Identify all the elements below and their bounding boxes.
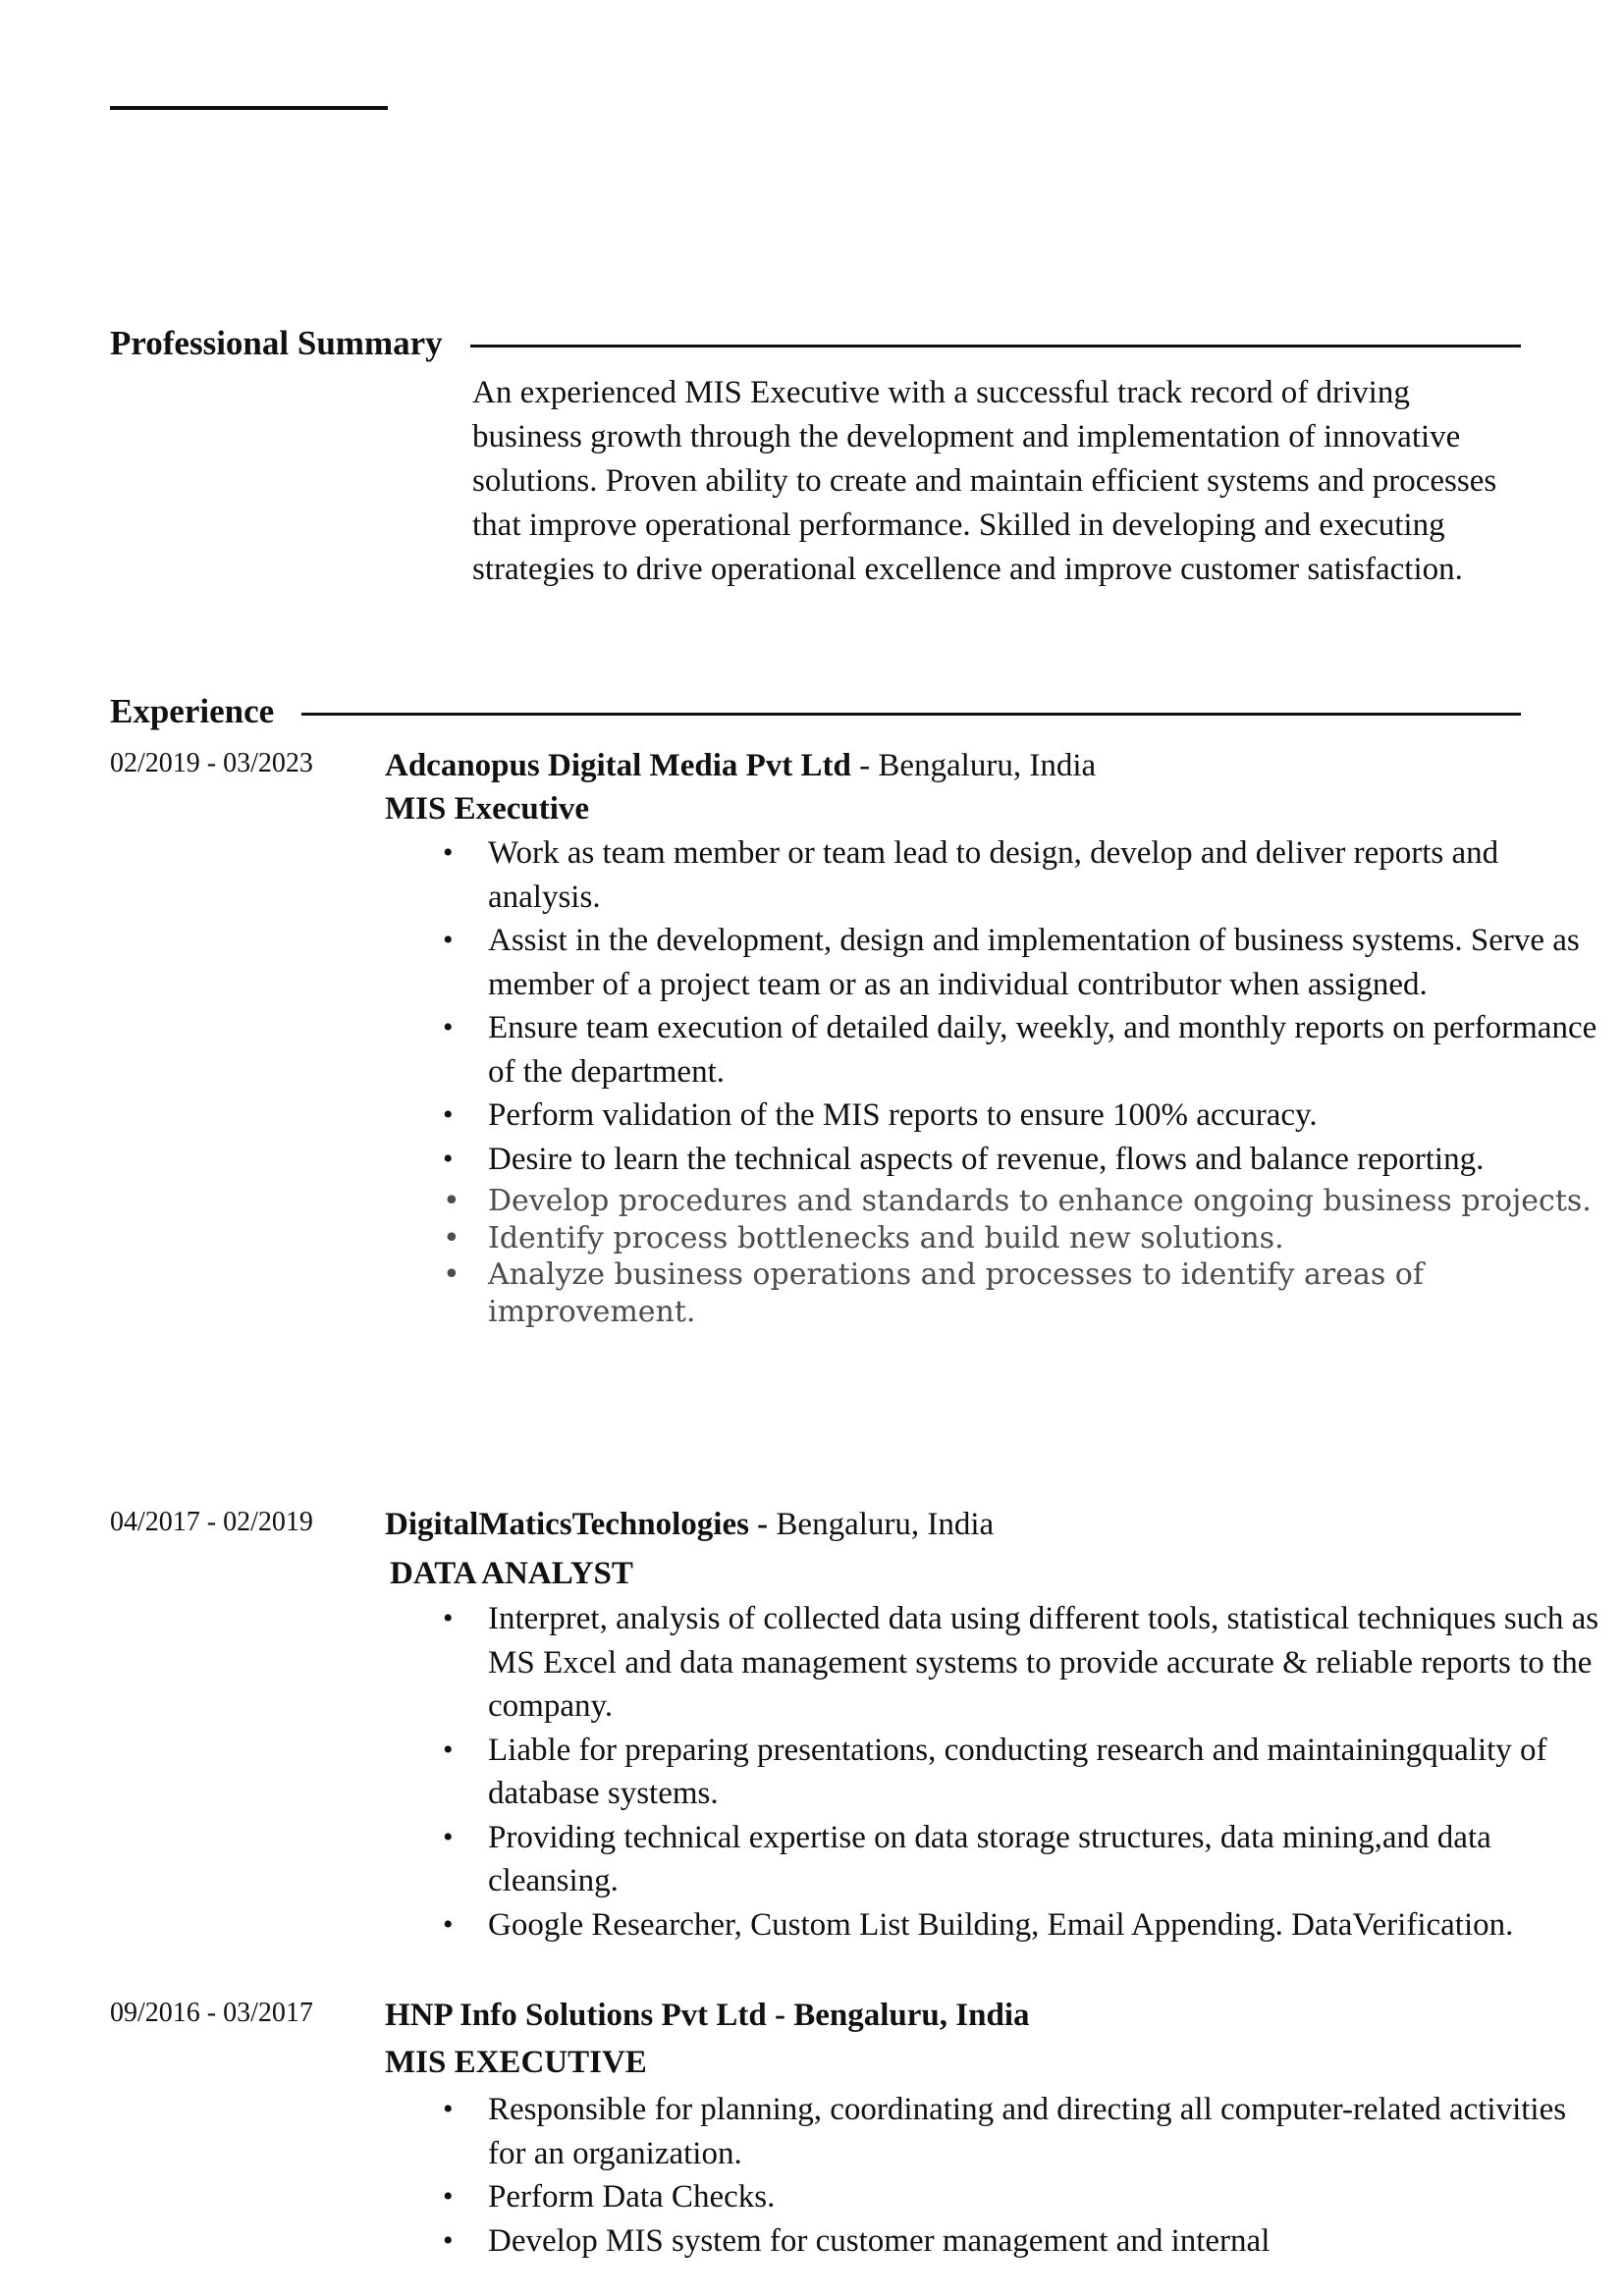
job-dates: 02/2019 - 03/2023	[110, 748, 313, 778]
company-name: DigitalMaticsTechnologies -	[385, 1507, 769, 1542]
job-company	[385, 748, 1096, 784]
job-bullets	[488, 831, 1607, 1330]
bullet-item: • Desire to learn the technical aspects of revenue, flows and balance reporting.	[488, 1138, 1607, 1182]
job-role: MIS Executive	[385, 791, 590, 827]
summary-heading: Professional Summary	[110, 324, 443, 362]
bullet-item: • Providing technical expertise on data storage structures, data mining,and data cleansing.	[488, 1816, 1607, 1903]
summary-text: An experienced MIS Executive with a successful track record of driving business growth through the development and implementation of innovative solutions. Proven ability to create and maintain efficient systems and processes that improve operational performance. Skilled in developing and executing strategies to drive operational excellence and improve customer satisfaction.	[472, 375, 1497, 587]
bullet-item: • Ensure team execution of detailed daily, weekly, and monthly reports on performance of the department.	[488, 1006, 1607, 1094]
job-role: DATA ANALYST	[390, 1556, 633, 1591]
company-name: HNP Info Solutions Pvt Ltd - Bengaluru, India	[385, 1998, 1030, 2033]
job-role: MIS EXECUTIVE	[385, 2045, 647, 2080]
company-name: Adcanopus Digital Media Pvt Ltd	[385, 748, 851, 783]
experience-heading: Experience	[110, 692, 275, 730]
section-divider	[301, 713, 1521, 716]
bullet-item: • Work as team member or team lead to design, develop and deliver reports and analysis.	[488, 831, 1607, 919]
bullet-item: • Interpret, analysis of collected data using different tools, statistical techniques such as MS Excel and data management systems to provide accurate & reliable reports to the company.	[488, 1597, 1607, 1729]
experience-section-header	[110, 692, 1521, 731]
bullet-item: • Develop procedures and standards to enhance ongoing business projects.	[488, 1183, 1607, 1220]
job-dates: 04/2017 - 02/2019	[110, 1507, 313, 1537]
bullet-item: • Responsible for planning, coordinating and directing all computer-related activities for an organization.	[488, 2088, 1607, 2175]
bullet-item: • Identify process bottlenecks and build new solutions.	[488, 1220, 1607, 1257]
summary-section-header	[110, 324, 1521, 363]
bullet-item: • Assist in the development, design and implementation of business systems. Serve as member of a project team or as an individual contributor when assigned.	[488, 919, 1607, 1006]
header-rule	[110, 106, 388, 110]
job-bullets	[488, 1597, 1607, 1947]
bullet-item: • Analyze business operations and processes to identify areas of improvement.	[488, 1256, 1607, 1330]
job-company	[385, 1507, 994, 1543]
bullet-item: • Develop MIS system for customer management and internal	[488, 2219, 1607, 2264]
bullet-item: • Perform validation of the MIS reports to ensure 100% accuracy.	[488, 1094, 1607, 1138]
bullet-item: • Liable for preparing presentations, conducting research and maintainingquality of database systems.	[488, 1729, 1607, 1816]
bullet-item: • Google Researcher, Custom List Building, Email Appending. DataVerification.	[488, 1903, 1607, 1948]
job-company	[385, 1998, 1030, 2034]
job-bullets	[488, 2088, 1607, 2263]
job-location: - Bengaluru, India	[850, 748, 1097, 783]
bullet-item: • Perform Data Checks.	[488, 2175, 1607, 2219]
job-location: Bengaluru, India	[768, 1507, 995, 1542]
section-divider	[470, 345, 1521, 347]
job-dates: 09/2016 - 03/2017	[110, 1998, 313, 2028]
